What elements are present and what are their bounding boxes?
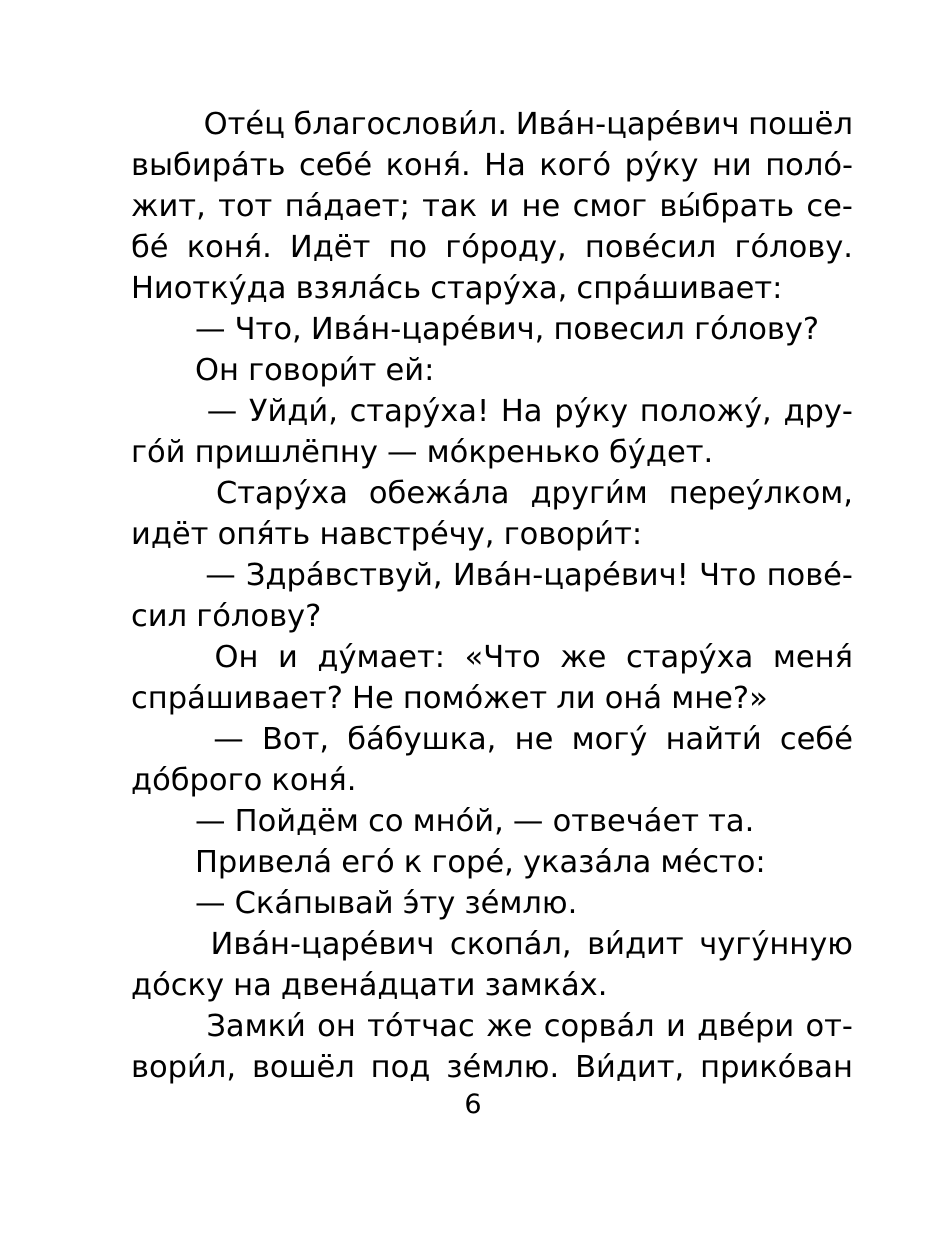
word: прико́ван — [700, 1050, 853, 1085]
word: мне?» — [671, 681, 768, 716]
word: пошёл — [748, 107, 853, 142]
word: коня́. — [186, 230, 272, 265]
text-line — [131, 883, 853, 924]
word: Ска́пывай — [234, 886, 394, 921]
word: го́й — [131, 435, 186, 470]
word: «Что — [464, 640, 541, 675]
word: Что, — [234, 312, 302, 347]
word: бу́дет. — [609, 435, 714, 470]
text-line — [131, 227, 853, 268]
word: поло́- — [765, 148, 853, 183]
text-line — [131, 473, 853, 514]
word: — — [213, 722, 244, 757]
word: не — [521, 189, 561, 224]
paragraph-indent — [131, 637, 195, 678]
word: Здра́вствуй, — [245, 558, 443, 593]
text-line — [131, 555, 853, 596]
word: благослови́л. — [293, 107, 508, 142]
word: коня́. — [385, 148, 471, 183]
word: до́ску — [131, 968, 224, 1003]
word: положу́, — [639, 394, 772, 429]
word: ви́дит — [587, 927, 684, 962]
word: спра́шивает: — [576, 271, 783, 306]
text-line — [131, 1047, 853, 1088]
word: мо́кренько — [426, 435, 600, 470]
word: под — [370, 1050, 431, 1085]
text-line — [131, 350, 853, 391]
word: Что — [699, 558, 757, 593]
word: пришлёпну — [194, 435, 378, 470]
text-line — [131, 965, 853, 1006]
word: говори́т: — [503, 517, 643, 552]
text-line — [131, 186, 853, 227]
word: помо́жет — [402, 681, 548, 716]
paragraph-indent — [131, 719, 195, 760]
word: меня́ — [772, 640, 853, 675]
word: дру- — [783, 394, 853, 429]
word: сил — [131, 599, 188, 634]
paragraph-indent — [131, 473, 195, 514]
word: Отéц — [203, 107, 285, 142]
word: стару́ха, — [430, 271, 568, 306]
word: переу́лком, — [668, 476, 853, 511]
word: она́ — [604, 681, 663, 716]
paragraph-indent — [131, 350, 195, 391]
word: ей: — [385, 353, 435, 388]
word: выбира́ть — [131, 148, 286, 183]
word: — — [195, 804, 226, 839]
word: повесил — [553, 312, 685, 347]
word: так — [422, 189, 478, 224]
word: го́роду, — [445, 230, 567, 265]
paragraph-indent — [131, 309, 195, 350]
word: Он — [214, 640, 259, 675]
text-line — [131, 801, 853, 842]
word: две́ри — [697, 1009, 795, 1044]
word: от- — [805, 1009, 853, 1044]
word: бе́ — [131, 230, 169, 265]
paragraph-indent — [131, 883, 195, 924]
text-line — [131, 432, 853, 473]
word: ру́ку — [554, 394, 629, 429]
text-line — [131, 268, 853, 309]
word: кого́ — [539, 148, 612, 183]
word: идёт — [131, 517, 209, 552]
word: Не — [352, 681, 394, 716]
word: смог — [572, 189, 648, 224]
word: Привела́ — [195, 845, 333, 880]
text-line — [131, 924, 853, 965]
word: двена́дцати — [280, 968, 476, 1003]
word: замка́х. — [484, 968, 608, 1003]
word: он — [317, 1009, 356, 1044]
word: зе́млю. — [464, 886, 578, 921]
word: — — [205, 558, 236, 593]
word: Ива́н-царе́вич — [515, 107, 740, 142]
paragraph-indent — [131, 1006, 195, 1047]
word: па́дает; — [284, 189, 410, 224]
text-line — [131, 391, 853, 432]
word: по — [388, 230, 428, 265]
word: го́лову? — [196, 599, 322, 634]
word: ме́сто: — [660, 845, 766, 880]
word: Ива́н-царе́вич, — [310, 312, 545, 347]
word: — — [195, 886, 226, 921]
word: же — [486, 1009, 533, 1044]
page-body-text — [131, 104, 853, 1088]
text-line — [131, 678, 853, 719]
word: Ниотку́да — [131, 271, 287, 306]
text-line — [131, 145, 853, 186]
word: Идёт — [289, 230, 371, 265]
word: взяла́сь — [295, 271, 422, 306]
word: — — [512, 804, 544, 839]
text-line — [131, 637, 853, 678]
word: жит, — [131, 189, 206, 224]
paragraph-indent — [131, 924, 195, 965]
word: пове́сил — [584, 230, 717, 265]
word: Ви́дит, — [575, 1050, 685, 1085]
word: себе́ — [779, 722, 853, 757]
word: ба́бушка, — [347, 722, 497, 757]
word: се- — [806, 189, 853, 224]
word: вори́л, — [131, 1050, 237, 1085]
word: говори́т — [248, 353, 377, 388]
word: Замки́ — [206, 1009, 306, 1044]
text-line — [131, 719, 853, 760]
word: отвеча́ет — [552, 804, 699, 839]
word: чугу́нную — [699, 927, 853, 962]
word: спра́шивает? — [131, 681, 343, 716]
word: — — [195, 312, 226, 347]
word: ду́мает: — [317, 640, 446, 675]
text-line — [131, 309, 853, 350]
word: ли — [556, 681, 596, 716]
word: и — [665, 1009, 686, 1044]
word: Стару́ха — [215, 476, 348, 511]
word: Ива́н-царе́вич — [210, 927, 435, 962]
word: други́м — [530, 476, 648, 511]
word: со — [368, 804, 404, 839]
paragraph-indent — [131, 391, 195, 432]
word: го́лову. — [734, 230, 853, 265]
paragraph-indent — [131, 842, 195, 883]
word: обежа́ла — [368, 476, 510, 511]
word: Пойдём — [234, 804, 359, 839]
word: к — [403, 845, 423, 880]
text-line — [131, 514, 853, 555]
word: могу́ — [571, 722, 648, 757]
word: Вот, — [262, 722, 330, 757]
word: коня́. — [271, 763, 357, 798]
word: вы́брать — [659, 189, 795, 224]
word: указа́ла — [523, 845, 652, 880]
word: тот — [218, 189, 273, 224]
word: опя́ть — [217, 517, 311, 552]
word: найти́ — [665, 722, 762, 757]
word: не — [514, 722, 554, 757]
word: та. — [708, 804, 755, 839]
word: го́лову? — [694, 312, 820, 347]
word: навстре́чу, — [319, 517, 495, 552]
paragraph-indent — [131, 555, 195, 596]
word: Ива́н-царе́вич! — [452, 558, 689, 593]
word: мно́й, — [412, 804, 504, 839]
word: то́тчас — [367, 1009, 475, 1044]
text-line — [131, 1006, 853, 1047]
word: же — [560, 640, 607, 675]
word: стару́ха! — [349, 394, 490, 429]
text-line — [131, 760, 853, 801]
text-line — [131, 104, 853, 145]
paragraph-indent — [131, 104, 195, 145]
word: На — [500, 394, 543, 429]
word: ру́ку — [624, 148, 699, 183]
word: скопа́л, — [449, 927, 572, 962]
word: и — [489, 189, 510, 224]
page-number: 6 — [464, 1089, 482, 1120]
word: э́ту — [402, 886, 456, 921]
word: — — [206, 394, 238, 429]
word: его́ — [341, 845, 395, 880]
text-line — [131, 842, 853, 883]
word: сорва́л — [543, 1009, 655, 1044]
word: пове́- — [766, 558, 853, 593]
word: Он — [195, 353, 239, 388]
word: до́брого — [131, 763, 263, 798]
word: зе́млю. — [446, 1050, 560, 1085]
word: стару́ха — [625, 640, 754, 675]
word: себе́ — [298, 148, 373, 183]
text-line — [131, 596, 853, 637]
word: Уйди́, — [248, 394, 338, 429]
word: ни — [711, 148, 752, 183]
word: горе́, — [431, 845, 514, 880]
word: — — [387, 435, 418, 470]
word: На — [484, 148, 526, 183]
word: на — [233, 968, 272, 1003]
paragraph-indent — [131, 801, 195, 842]
word: и — [278, 640, 298, 675]
word: вошёл — [251, 1050, 355, 1085]
